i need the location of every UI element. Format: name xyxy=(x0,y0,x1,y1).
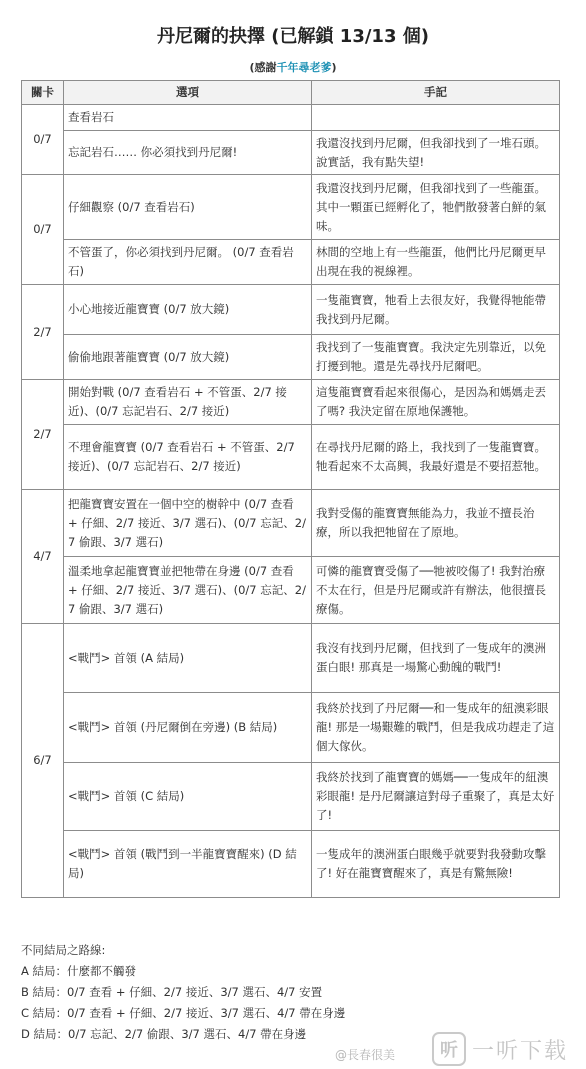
note-cell: 在尋找丹尼爾的路上，我找到了一隻龍寶寶。牠看起來不太高興，我最好還是不要招惹牠。 xyxy=(312,425,560,490)
route-line: C 結局：0/7 查看 + 仔細、2/7 接近、3/7 選石、4/7 帶在身邊 xyxy=(21,1006,346,1020)
table-row xyxy=(22,693,560,763)
option-cell: 查看岩石 xyxy=(64,105,312,131)
note-cell: 林間的空地上有一些龍蛋，他們比丹尼爾更早出現在我的視線裡。 xyxy=(312,240,560,285)
option-cell: 忘記岩石…… 你必須找到丹尼爾! xyxy=(64,131,312,175)
option-cell: 不理會龍寶寶 (0/7 查看岩石 + 不管蛋、2/7 接近)、(0/7 忘記岩石、2/7 接近) xyxy=(64,425,312,490)
note-cell xyxy=(312,105,560,131)
table-row xyxy=(22,624,560,693)
option-cell: 開始對戰 (0/7 查看岩石 + 不管蛋、2/7 接近)、(0/7 忘記岩石、2/7 接近) xyxy=(64,380,312,425)
thanks-suffix: ) xyxy=(331,61,337,74)
level-cell: 2/7 xyxy=(22,380,64,490)
header-level: 關卡 xyxy=(22,81,64,105)
option-cell: 不管蛋了，你必須找到丹尼爾。 (0/7 查看岩石) xyxy=(64,240,312,285)
table-row xyxy=(22,335,560,380)
option-cell: 仔細觀察 (0/7 查看岩石) xyxy=(64,175,312,240)
table-row xyxy=(22,831,560,898)
note-cell: 我還沒找到丹尼爾，但我卻找到了一堆石頭。說實話，我有點失望! xyxy=(312,131,560,175)
table-row xyxy=(22,131,560,175)
table-row xyxy=(22,240,560,285)
site-watermark xyxy=(432,1032,568,1066)
thanks-name: 千年尋老爹 xyxy=(276,61,332,74)
level-cell: 4/7 xyxy=(22,490,64,624)
table-row xyxy=(22,105,560,131)
route-line: B 結局：0/7 查看 + 仔細、2/7 接近、3/7 選石、4/7 安置 xyxy=(21,985,323,999)
option-cell: 溫柔地拿起龍寶寶並把牠帶在身邊 (0/7 查看 + 仔細、2/7 接近、3/7 選石)、(0/7 忘記、2/7 偷跟、3/7 選石) xyxy=(64,557,312,624)
note-cell: 一隻成年的澳洲蛋白眼幾乎就要對我發動攻擊了! 好在龍寶寶醒來了，真是有驚無險! xyxy=(312,831,560,898)
thanks-line xyxy=(0,59,586,75)
route-line: A 結局：什麼都不觸發 xyxy=(21,964,137,978)
note-cell: 我終於找到了丹尼爾──和一隻成年的紐澳彩眼龍! 那是一場艱難的戰鬥，但是我成功趕走了這個大傢伙。 xyxy=(312,693,560,763)
level-cell: 0/7 xyxy=(22,105,64,175)
route-line: D 結局：0/7 忘記、2/7 偷跟、3/7 選石、4/7 帶在身邊 xyxy=(21,1027,307,1041)
note-cell: 我對受傷的龍寶寶無能為力，我並不擅長治療，所以我把牠留在了原地。 xyxy=(312,490,560,557)
option-cell: 偷偷地跟著龍寶寶 (0/7 放大鏡) xyxy=(64,335,312,380)
table-row xyxy=(22,285,560,335)
option-cell: <戰鬥> 首領 (戰鬥到一半龍寶寶醒來) (D 結局) xyxy=(64,831,312,898)
note-cell: 我找到了一隻龍寶寶。我決定先別靠近，以免打擾到牠。還是先尋找丹尼爾吧。 xyxy=(312,335,560,380)
note-cell: 一隻龍寶寶，牠看上去很友好，我覺得牠能帶我找到丹尼爾。 xyxy=(312,285,560,335)
thanks-prefix: (感謝 xyxy=(249,61,277,74)
level-cell: 2/7 xyxy=(22,285,64,380)
ending-routes xyxy=(21,940,561,1045)
table-header-row xyxy=(22,81,560,105)
header-option: 選項 xyxy=(64,81,312,105)
brand-text: 一听下载 xyxy=(472,1038,569,1064)
note-cell: 我沒有找到丹尼爾，但找到了一隻成年的澳洲蛋白眼! 那真是一場驚心動魄的戰鬥! xyxy=(312,624,560,693)
table-row xyxy=(22,490,560,557)
routes-heading: 不同結局之路線: xyxy=(21,943,106,957)
note-cell: 這隻龍寶寶看起來很傷心，是因為和媽媽走丟了嗎? 我決定留在原地保護牠。 xyxy=(312,380,560,425)
note-cell: 我終於找到了龍寶寶的媽媽──一隻成年的紐澳彩眼龍! 是丹尼爾讓這對母子重聚了，真是太好了! xyxy=(312,763,560,831)
table-row xyxy=(22,175,560,240)
table-row xyxy=(22,557,560,624)
option-cell: <戰鬥> 首領 (A 結局) xyxy=(64,624,312,693)
choices-table xyxy=(21,80,560,898)
note-cell: 我還沒找到丹尼爾，但我卻找到了一些龍蛋。其中一顆蛋已經孵化了，牠們散發著白鮮的氣味。 xyxy=(312,175,560,240)
option-cell: 小心地接近龍寶寶 (0/7 放大鏡) xyxy=(64,285,312,335)
option-cell: 把龍寶寶安置在一個中空的樹幹中 (0/7 查看 + 仔細、2/7 接近、3/7 選石)、(0/7 忘記、2/7 偷跟、3/7 選石) xyxy=(64,490,312,557)
table-row xyxy=(22,380,560,425)
listen-logo-icon: 听 xyxy=(432,1032,466,1066)
option-cell: <戰鬥> 首領 (丹尼爾倒在旁邊) (B 結局) xyxy=(64,693,312,763)
table-row xyxy=(22,763,560,831)
level-cell: 0/7 xyxy=(22,175,64,285)
page-title: 丹尼爾的抉擇 (已解鎖 13/13 個) xyxy=(157,26,429,47)
note-cell: 可憐的龍寶寶受傷了──牠被咬傷了! 我對治療不太在行，但是丹尼爾或許有辦法，他很擅長療傷。 xyxy=(312,557,560,624)
level-cell: 6/7 xyxy=(22,624,64,898)
header-note: 手記 xyxy=(312,81,560,105)
weibo-watermark: @長春很美 xyxy=(335,1048,396,1062)
table-row xyxy=(22,425,560,490)
option-cell: <戰鬥> 首領 (C 結局) xyxy=(64,763,312,831)
